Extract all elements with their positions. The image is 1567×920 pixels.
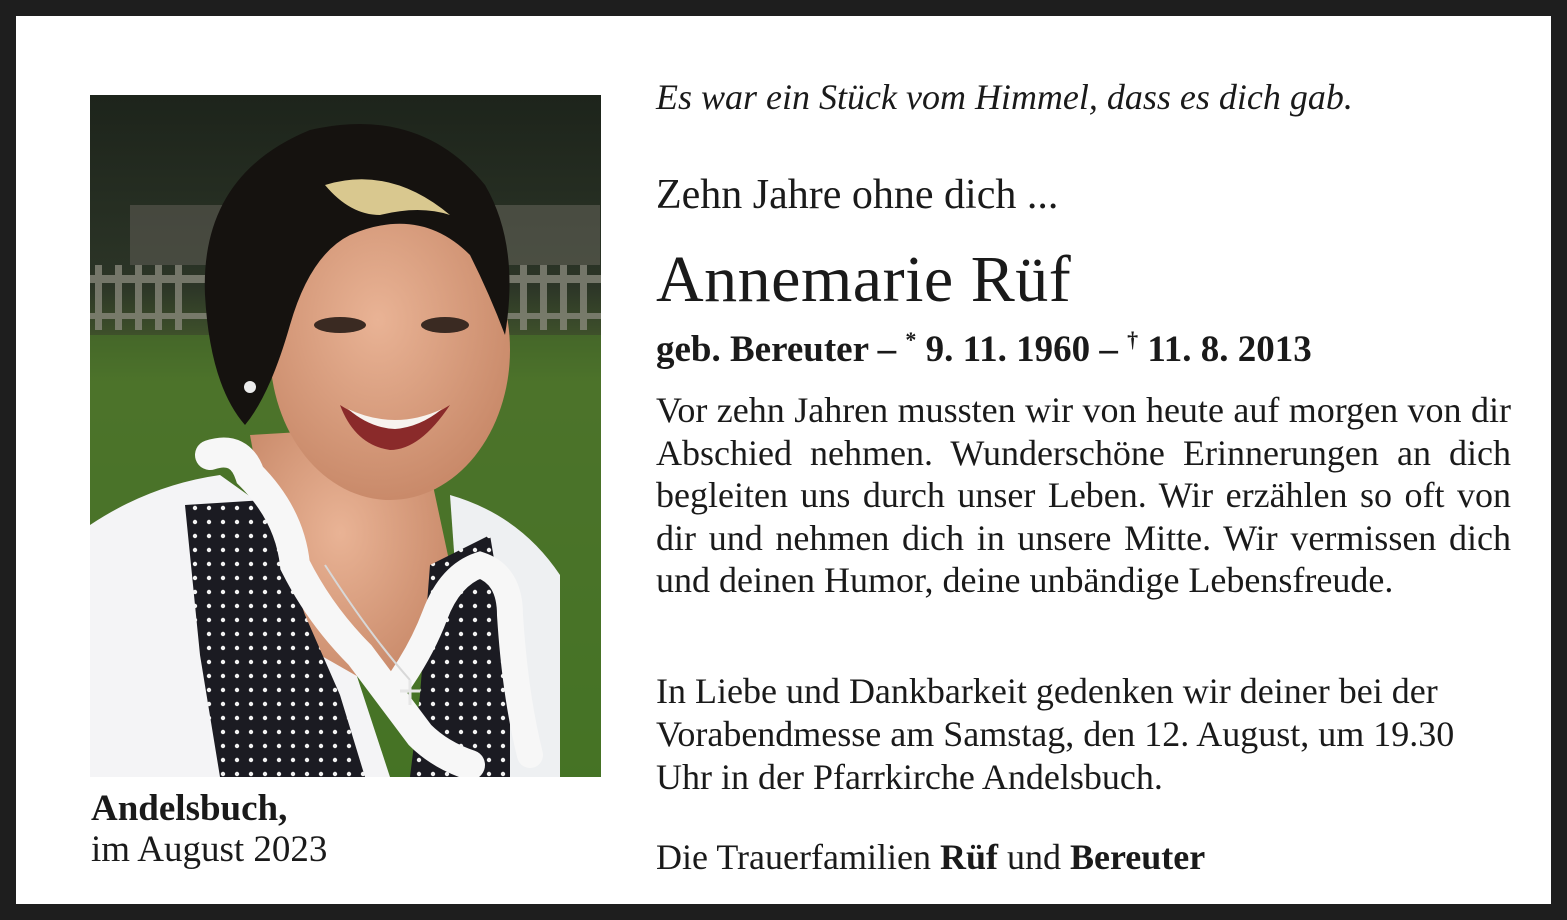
motto: Es war ein Stück vom Himmel, dass es dich gab.: [656, 77, 1353, 117]
birth-date: 9. 11. 1960 –: [916, 329, 1128, 370]
birth-star-icon: *: [905, 327, 917, 352]
signature-joiner: und: [997, 837, 1070, 877]
maiden-name: geb. Bereuter –: [656, 329, 906, 370]
mass-announcement: In Liebe und Dankbarkeit gedenken wir deiner bei der Vorabendmesse am Samstag, den 12. August, um 19.30 Uhr in der Pfarrkirche Andelsbuch.: [656, 671, 1455, 797]
headline: Zehn Jahre ohne dich ...: [656, 172, 1059, 218]
place-name: Andelsbuch,: [91, 788, 288, 829]
memorial-paragraph: Vor zehn Jahren mussten wir von heute auf morgen von dir Abschied nehmen. Wunderschöne Erinnerungen an dich begleiten uns durch unser Leben. Wir erzählen so oft von dir und nehmen dich in unsere Mitte. Wir vermissen dich und deinen Humor, deine unbändige Lebensfreude.: [656, 390, 1511, 600]
family-name-2: Bereuter: [1069, 837, 1206, 877]
signature-prefix: Die Trauerfamilien: [656, 837, 940, 877]
life-dates: [656, 318, 1511, 372]
deceased-name: Annemarie Rüf: [656, 243, 1072, 316]
portrait-photo: [90, 95, 601, 777]
family-name-1: Rüf: [939, 837, 998, 877]
cross-icon: †: [1127, 327, 1139, 352]
place-and-date: [91, 788, 327, 870]
death-date: 11. 8. 2013: [1138, 329, 1312, 370]
signature: [656, 834, 1511, 880]
notice-date: im August 2023: [91, 829, 328, 870]
